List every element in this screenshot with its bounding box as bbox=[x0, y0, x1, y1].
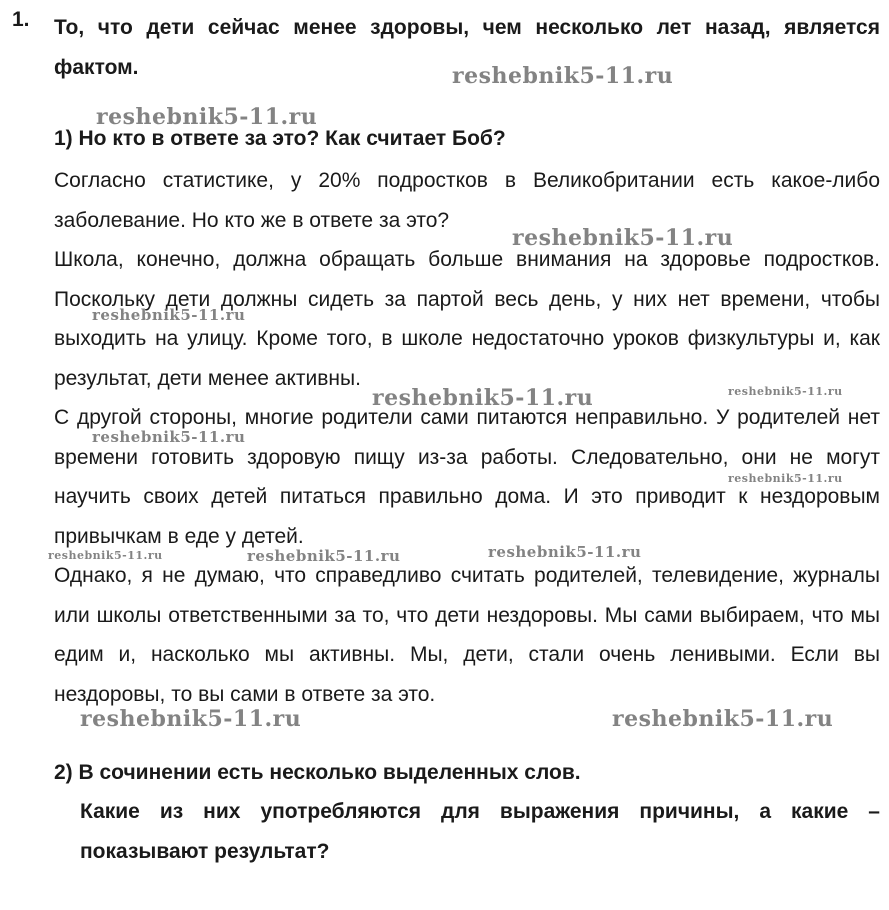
paragraph-parents: С другой стороны, многие родители сами питаются неправильно. У родителей нет времени готовить здоровую пищу из-за работы. Следовательно, они не могут научить своих детей питаться правильно дома. И это приводит к нездоровым привычкам в еде у детей. bbox=[54, 406, 880, 548]
watermark: reshebnik5-11.ru bbox=[48, 549, 163, 562]
section-1-heading: 1) Но кто в ответе за это? Как считает Боб? bbox=[54, 127, 506, 150]
watermark: reshebnik5-11.ru bbox=[452, 63, 674, 89]
paragraph-statistics: Согласно статистике, у 20% подростков в Великобритании есть какое-либо заболевание. Но кто же в ответе за это? bbox=[54, 169, 880, 232]
paragraph-school: Школа, конечно, должна обращать больше внимания на здоровье подростков. Поскольку дети должны сидеть за партой весь день, у них нет времени, чтобы выходить на улицу. Кроме того, в школе недостаточно уроков физкультуры и, как результат, дети менее активны. bbox=[54, 248, 880, 390]
section-2-question: Какие из них употребляются для выражения причины, а какие – показывают результат? bbox=[80, 800, 880, 863]
paragraph-conclusion: Однако, я не думаю, что справедливо считать родителей, телевидение, журналы или школы ответственными за то, что дети нездоровы. Мы сами выбираем, что мы едим и, насколько мы активны. Мы, дети, стали очень ленивыми. Если вы нездоровы, то вы сами в ответе за это. bbox=[54, 564, 880, 706]
watermark: reshebnik5-11.ru bbox=[372, 385, 594, 411]
watermark: reshebnik5-11.ru bbox=[728, 385, 843, 398]
watermark: reshebnik5-11.ru bbox=[512, 225, 734, 251]
watermark: reshebnik5-11.ru bbox=[728, 472, 843, 485]
watermark: reshebnik5-11.ru bbox=[612, 706, 834, 732]
section-2-heading: 2) В сочинении есть несколько выделенных слов. bbox=[54, 761, 581, 784]
watermark: reshebnik5-11.ru bbox=[92, 306, 246, 324]
exercise-number: 1. bbox=[12, 8, 30, 31]
watermark: reshebnik5-11.ru bbox=[92, 428, 246, 446]
watermark: reshebnik5-11.ru bbox=[96, 104, 318, 130]
exercise-title: То, что дети сейчас менее здоровы, чем несколько лет назад, является фактом. bbox=[54, 16, 880, 79]
watermark: reshebnik5-11.ru bbox=[488, 543, 642, 561]
watermark: reshebnik5-11.ru bbox=[247, 547, 401, 565]
watermark: reshebnik5-11.ru bbox=[80, 706, 302, 732]
